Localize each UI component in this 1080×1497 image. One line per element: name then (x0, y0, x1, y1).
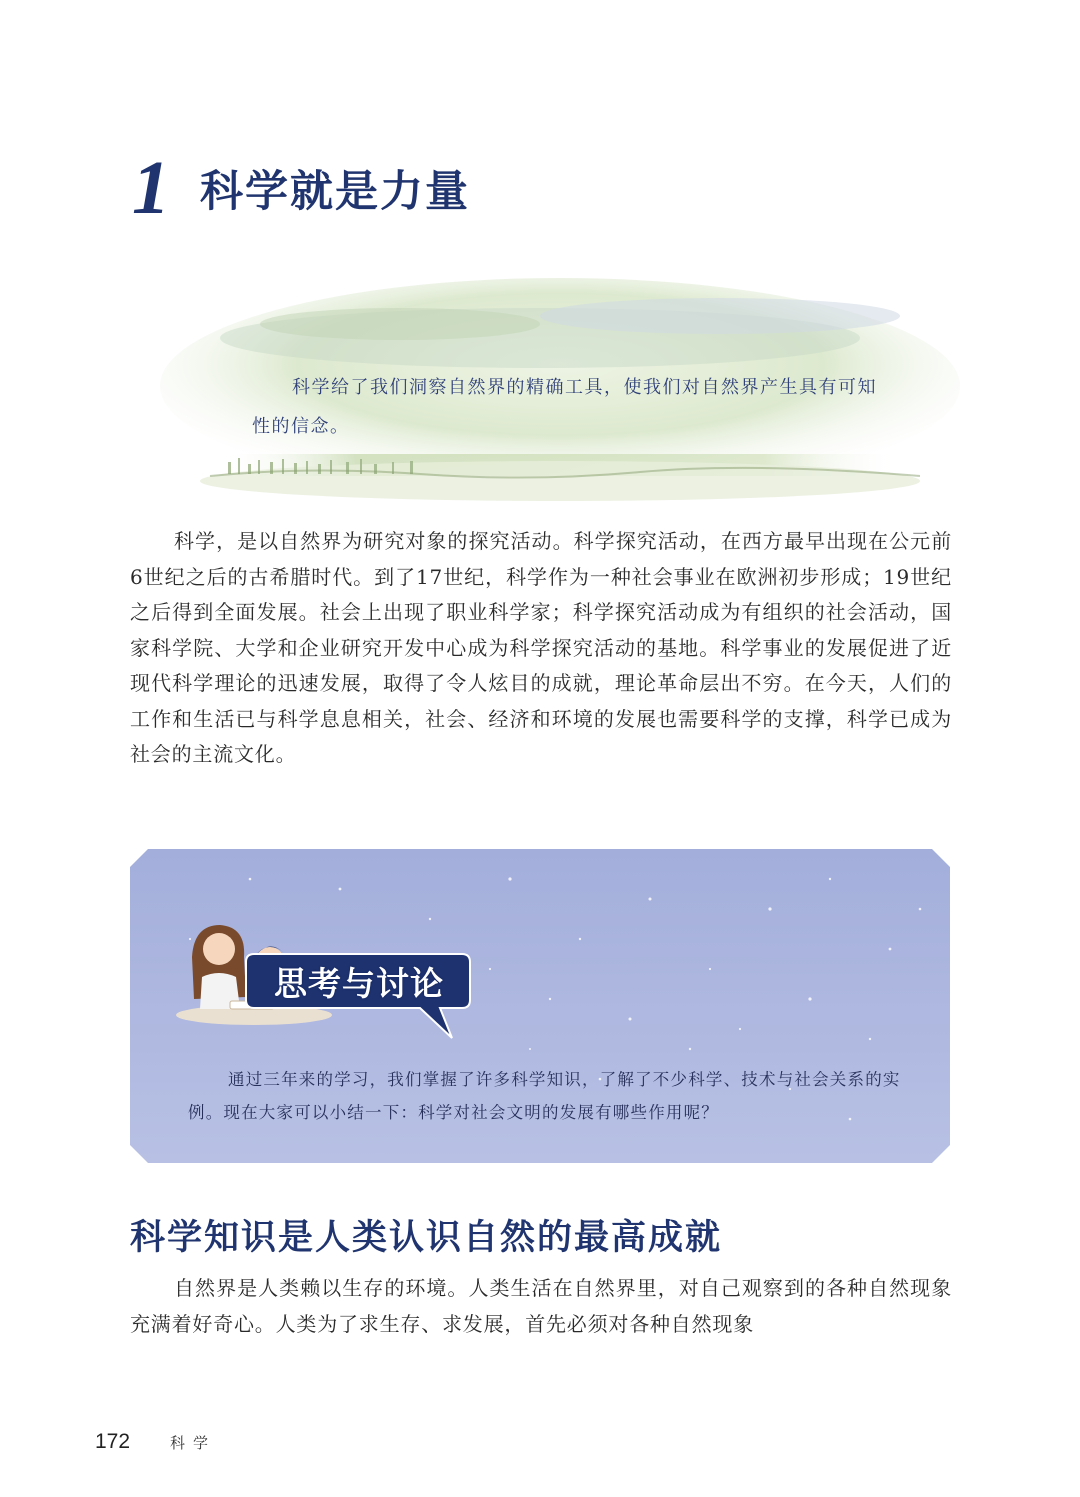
section-heading: 科学知识是人类认识自然的最高成就 (130, 1218, 723, 1258)
quote-banner (160, 276, 960, 516)
chapter-number: 1 (132, 146, 170, 230)
section-paragraph: 自然界是人类赖以生存的环境。人类生活在自然界里，对自己观察到的各种自然现象充满着好奇心。人类为了求生存、求发展，首先必须对各种自然现象 (130, 1276, 952, 1336)
chapter-title: 科学就是力量 (200, 166, 470, 217)
discussion-box (130, 849, 950, 1163)
quote-text: 科学给了我们洞察自然界的精确工具，使我们对自然界产生具有可知性的信念。 (252, 377, 877, 437)
running-head: 科学 (170, 1434, 217, 1452)
discussion-label (240, 952, 472, 1010)
chapter-heading (132, 146, 470, 230)
discussion-label-text: 思考与讨论 (274, 964, 444, 1003)
body-paragraph: 科学，是以自然界为研究对象的探究活动。科学探究活动，在西方最早出现在公元前6世纪之后的古希腊时代。到了17世纪，科学作为一种社会事业在欧洲初步形成；19世纪之后得到全面发展。社会上出现了职业科学家；科学探究活动成为有组织的社会活动，国家科学院、大学和企业研究开发中心成为科学探究活动的基地。科学事业的发展促进了近现代科学理论的迅速发展，取得了令人炫目的成就，理论革命层出不穷。在今天，人们的工作和生活已与科学息息相关，社会、经济和环境的发展也需要科学的支撑，科学已成为社会的主流文化。 (130, 529, 952, 766)
page-number: 172 (95, 1430, 131, 1453)
discussion-text: 通过三年来的学习，我们掌握了许多科学知识，了解了不少科学、技术与社会关系的实例。现在大家可以小结一下：科学对社会文明的发展有哪些作用呢？ (188, 1070, 901, 1122)
page-footer (95, 1430, 216, 1454)
